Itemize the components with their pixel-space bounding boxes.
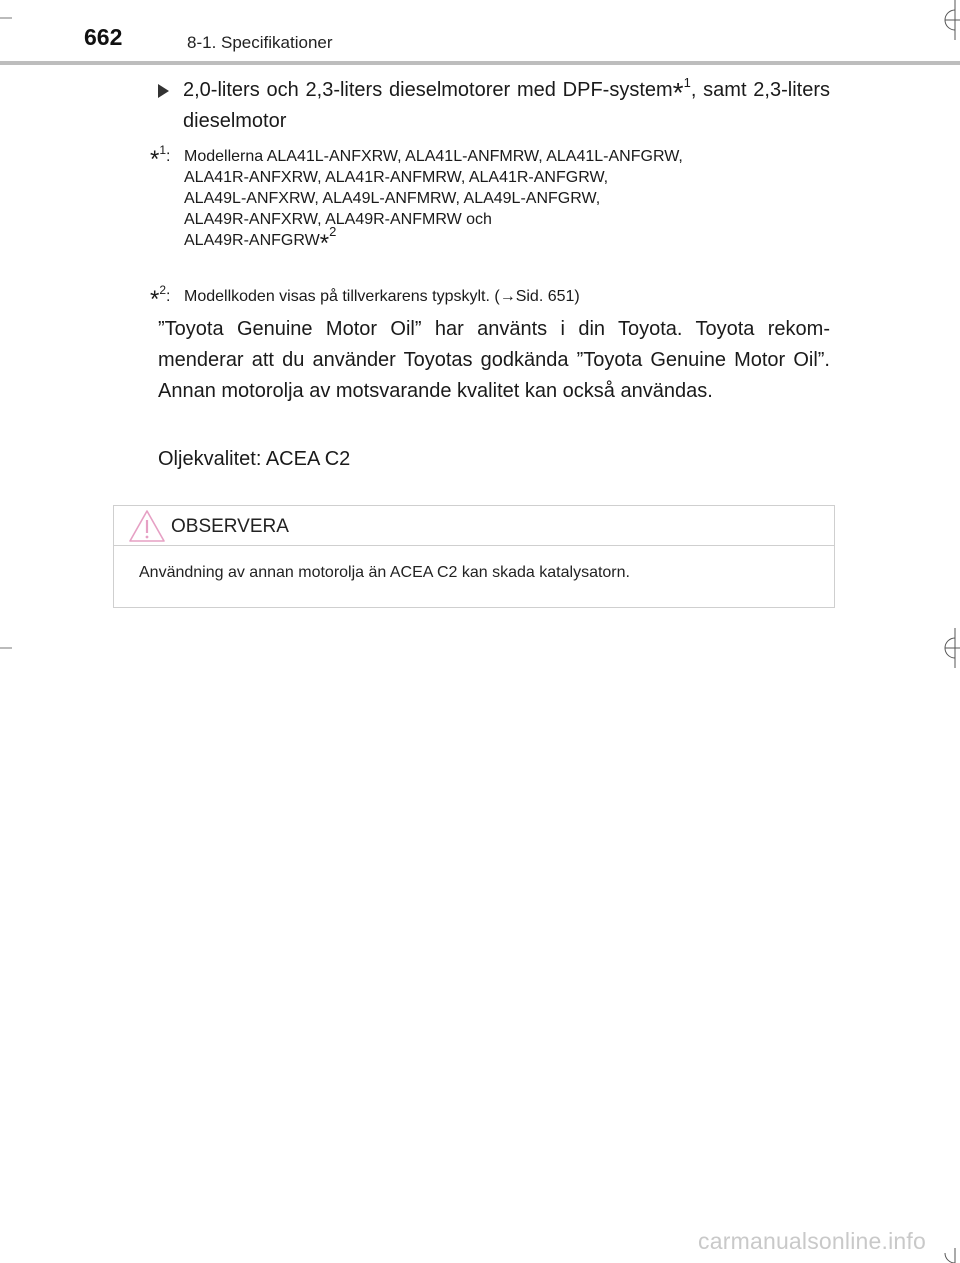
footnote-1-line: ALA49L-ANFXRW, ALA49L-ANFMRW, ALA49L-ANFGRW, <box>184 190 601 207</box>
footnote-1-colon: : <box>166 148 171 165</box>
footnote-2-colon: : <box>166 288 171 305</box>
notice-heading: OBSERVERA <box>171 516 289 537</box>
section-title: 8-1. Specifikationer <box>187 33 333 52</box>
footnote-1-last-text: ALA49R-ANFGRW <box>184 232 320 249</box>
footnote-2-marker <box>150 283 171 313</box>
footnote-1-asterisk: * <box>150 146 160 173</box>
notice-text: Användning av annan motorolja än ACEA C2 kan skada katalysatorn. <box>139 564 630 581</box>
oil-quality-paragraph: Oljekvalitet: ACEA C2 <box>158 448 351 470</box>
footnote-1-last-ref: 2 <box>329 224 337 239</box>
notice-box <box>113 505 835 608</box>
footnote-2-body <box>184 286 580 307</box>
footnote-1-last-asterisk: * <box>319 230 330 257</box>
footnote-1-line: ALA41R-ANFXRW, ALA41R-ANFMRW, ALA41R-ANFGRW, <box>184 169 609 186</box>
watermark: carmanualsonline.info <box>698 1228 926 1254</box>
bullet-text <box>183 75 830 137</box>
crop-mark-bottom-right <box>935 1238 960 1263</box>
arrow-right-icon: → <box>499 288 516 305</box>
notice-header <box>114 506 834 546</box>
bullet-text-after: , samt 2,3-liters dieselmotor <box>183 79 830 132</box>
bullet-asterisk: * <box>672 77 684 108</box>
oil-paragraph: ”Toyota Genuine Motor Oil” har använts i din Toyota. Toyota rekom-menderar att du använder Toyotas godkända ”Toyota Genuine Motor Oil”. Annan motorolja av motsvarande kvalitet kan också användas. <box>158 318 830 402</box>
footnote-2-asterisk: * <box>150 286 160 313</box>
footnote-1-line: ALA49R-ANFXRW, ALA49R-ANFMRW och <box>184 211 492 228</box>
warning-triangle-icon <box>128 509 166 548</box>
footnote-2-line <box>184 286 580 307</box>
footnote-1 <box>150 143 683 257</box>
bullet-text-before: 2,0-liters och 2,3-liters dieselmotorer med DPF-system <box>183 79 673 101</box>
page-number: 662 <box>84 24 123 50</box>
bullet-footnote-ref: 1 <box>683 75 691 90</box>
footnote-2 <box>150 283 580 313</box>
footnote-1-body <box>184 146 683 257</box>
crop-mark-top-right <box>935 0 960 40</box>
footnote-1-line: Modellerna ALA41L-ANFXRW, ALA41L-ANFMRW, ALA41L-ANFGRW, <box>184 148 683 165</box>
footnote-2-text: Modellkoden visas på tillverkarens typskylt. ( <box>184 288 500 305</box>
footnote-1-last-line <box>184 224 683 257</box>
footnote-2-number: 2 <box>159 283 167 297</box>
crop-mark-right-mid <box>935 628 960 668</box>
triangle-bullet-icon <box>158 84 169 98</box>
footnote-1-number: 1 <box>159 143 167 157</box>
header-rule <box>0 61 960 65</box>
footnote-2-page-ref: Sid. 651) <box>515 288 580 305</box>
bullet-item <box>158 75 830 137</box>
crop-mark-left-mid <box>0 640 12 656</box>
crop-mark-left-top <box>0 10 12 26</box>
footnote-1-marker <box>150 143 171 173</box>
